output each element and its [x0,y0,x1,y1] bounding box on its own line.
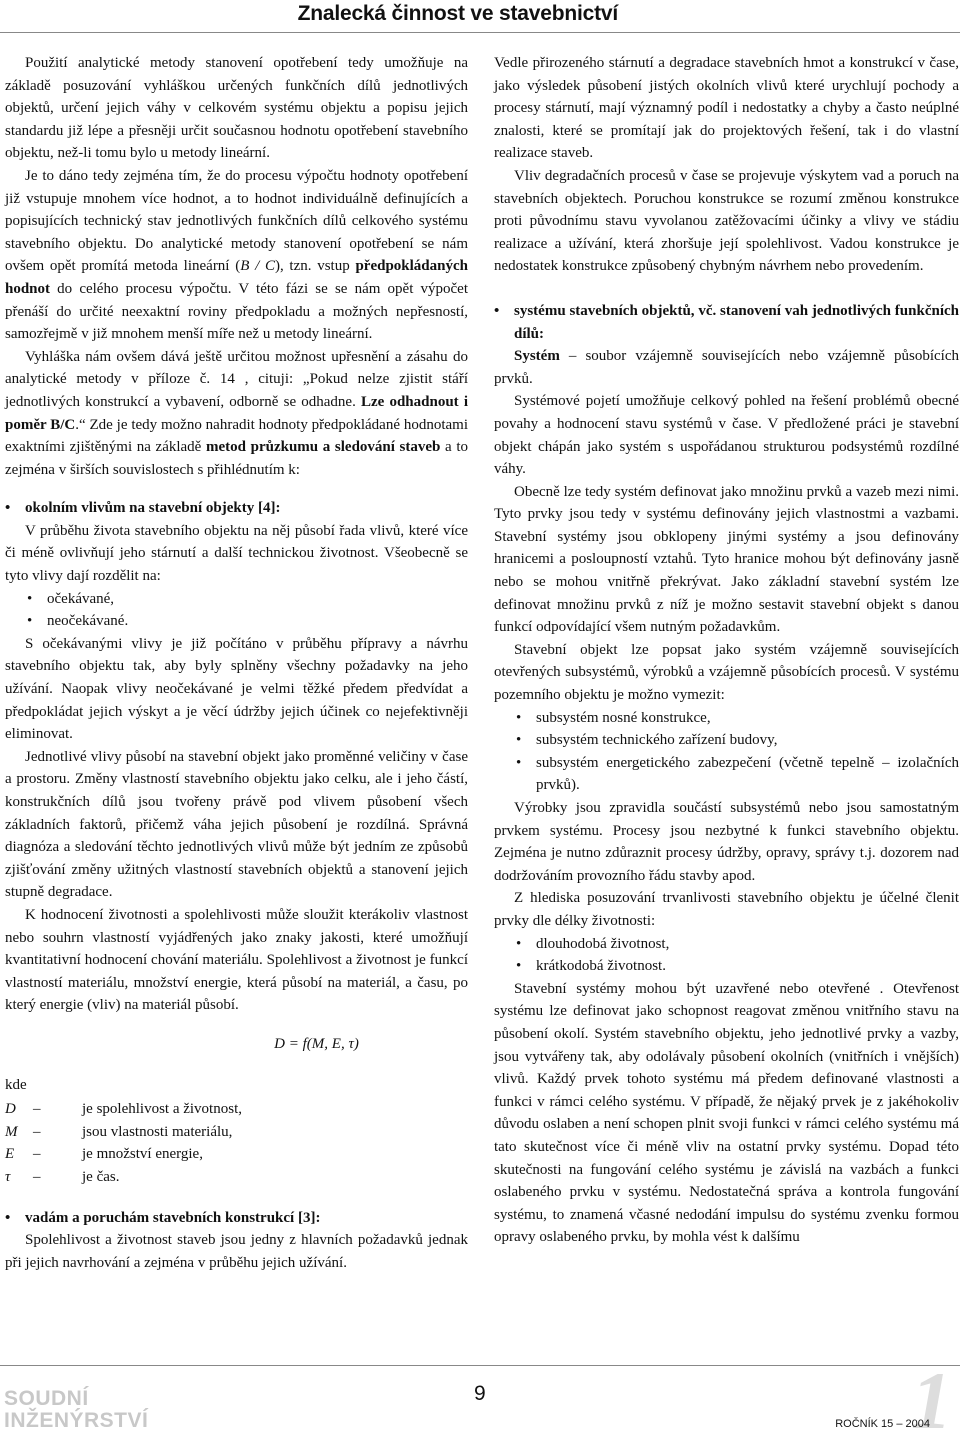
right-column [494,52,959,1249]
right-paragraph-7: Výrobky jsou zpravidla součástí subsystémů nebo jsou samostatným prvkem systému. Procesy jsou nezbytné k funkci stavebního objektu. Zejména je nutno zdůraznit procesy údržby, opravy, správy t.j. dozorem nad dodržováním provozního řádu stavby apod. [494,800,959,884]
where-label: kde [5,1076,27,1093]
subsystems-list [494,707,959,797]
definitions-list [5,1098,468,1188]
definition-row: E – je množství energie, [5,1146,203,1163]
left-paragraph-2: Je to dáno tedy zejména tím, že do procesu výpočtu hodnoty opotřebení již vstupuje mnohem více hodnot, a to hodnot individuálně definujících a popisujících technický stav jednotlivých funkčních dílů celkového systému stavebního objektu. Do analytické metody stanovení opotřebení se nám ovšem opět promítá metoda lineární (B / C), tzn. vstup předpokládaných hodnot do celého procesu výpočtu. V této fázi se se nám opět výpočet přenáší do určité neexaktní roviny předpokladu a možných nepřesností, samozřejmě v již mnohem menší míře než u metody lineární. [5,167,468,343]
definition-row: M – jsou vlastnosti materiálu, [5,1123,233,1140]
left-paragraph-6: Jednotlivé vlivy působí na stavební objekt jako proměnné veličiny v čase a prostoru. Změny vlastností stavebního objektu jako celku, ale i jeho částí, konstrukčních dílů jsou tvořeny právě pod vlivem působení všech základních faktorů, přičemž váha jejich působení je rozdílná. Správná diagnóza a sledování těchto jednotlivých vlivů může být jedním ze způsobů zjišťování změny užitných vlastností stavebních objektů a stanovení jejich stupně degradace. [5,748,468,901]
left-column [5,52,468,1274]
right-paragraph-2: Vliv degradačních procesů v čase se projevuje výskytem vad a poruch na stavebních objektech. Poruchou konstrukce se rozumí změnou konstrukce proti původnímu stavu vyvolanou zatěžovacími účinky a vlivy ve stádiu realizace a užívání, která zhoršuje její spolehlivost. Vadou konstrukce je nedostatek konstrukce způsobený chybným návrhem nebo provedením. [494,167,959,275]
right-paragraph-5: Obecně lze tedy systém definovat jako množinu prvků a vazeb mezi nimi. Tyto prvky jsou tedy v systému definovány jejich vlastnostmi a vazbami. Stavební systémy jsou obklopeny jinými systémy a jsou definovány hranicemi a posloupností vztahů. Tyto hranice mohou být definovány jasně nebo se mohou vnitřně překrývat. Jako základní stavební systém lze definovat množinu prvků z níž je možno sestavit stavební objekt s danou funkcí odpovídající všem nutným požadavkům. [494,483,959,636]
list-item: • neočekávané. [5,610,468,633]
right-paragraph-4: Systémové pojetí umožňuje celkový pohled na řešení problémů obecné povahy a hodnocení stavu systémů v čase. V předložené práci je stavební objekt chápán jako systém s uspořádanou strukturou podsystémů rozdílné váhy. [494,393,959,478]
right-paragraph-8: Z hlediska posuzování trvanlivosti stavebního objektu je účelné členit prvky dle délky životnosti: [494,890,959,929]
header-title: Znalecká činnost ve stavebnictví [297,2,618,25]
left-paragraph-4: V průběhu života stavebního objektu na něj působí řada vlivů, které více či méně ovlivňují jeho stárnutí a další technickou životnost. Všeobecně se tyto vlivy dají rozdělit na: [5,522,468,585]
influences-list [5,588,468,633]
right-paragraph-3: Systém – soubor vzájemně souvisejících nebo vzájemně působících prvků. [494,348,959,387]
left-paragraph-1: Použití analytické metody stanovení opotřebení tedy umožňuje na základě posuzování vyhláškou určených funkčních dílů jednotlivých objektů, určení jejich váhy v celkovém systému objektu a popisu jejich standardu již lépe a přesněji určit současnou hodnotu opotřebení stavebního objektu, než-li tomu bylo u metody lineární. [5,55,468,162]
page-number: 9 [474,1382,486,1405]
definition-row: D – je spolehlivost a životnost, [5,1101,242,1118]
left-paragraph-3: Vyhláška nám ovšem dává ještě určitou možnost upřesnění a zásahu do analytické metody v příloze č. 14 , cituji: „Pokud nelze zjistit stáří jednotlivých konstrukcí a vybavení, odborně se odhadne. Lze odhadnout i poměr B/C.“ Zde je tedy možno nahradit hodnoty předpokládané hodnotami exaktními zjištěnými na základě metod průzkumu a sledování staveb a to zejména v širších souvislostech s přihlédnutím k: [5,348,469,478]
formula: D = f(M, E, τ) [274,1035,359,1052]
journal-logo [4,1388,148,1432]
list-item: • očekávané, [5,588,468,611]
logo-line-2: INŽENÝRSTVÍ [4,1409,149,1432]
volume-year-label: ROČNÍK 15 – 2004 [835,1418,930,1430]
list-item: • subsystém technického zařízení budovy, [494,729,959,752]
lifetimes-list [494,933,959,978]
definition-row: τ – je čas. [5,1168,120,1185]
list-item: • krátkodobá životnost. [494,955,959,978]
bullet-heading-influences: • okolním vlivům na stavební objekty [4]: [5,497,468,520]
list-item: • dlouhodobá životnost, [494,933,959,956]
list-item: • subsystém nosné konstrukce, [494,707,959,730]
bullet-heading-defects: • vadám a poruchám stavebních konstrukcí [3]: [5,1207,468,1230]
right-paragraph-6: Stavební objekt lze popsat jako systém vzájemně souvisejících otevřených subsystémů, výrobků a vzájemně působících procesů. V systému pozemního objektu je možno vymezit: [494,641,959,704]
list-item: • subsystém energetického zabezpečení (včetně tepelně – izolačních prvků). [494,752,959,797]
left-paragraph-5: S očekávanými vlivy je již počítáno v průběhu přípravy a návrhu stavebního objektu tak, aby byly splněny všechny požadavky na jeho užívání. Naopak vlivy neočekávané je velmi těžké předem předvídat a předpokládat jejich výskyt a je věcí údržby jejich účinek co nejefektivněji eliminovat. [5,635,468,743]
left-paragraph-8: Spolehlivost a životnost staveb jsou jedny z hlavních požadavků jednak při jejich navrhování a zejména v průběhu jejich užívání. [5,1232,468,1271]
bullet-heading-system: • systému stavebních objektů, vč. stanovení vah jednotlivých funkčních dílů: [494,300,959,345]
right-paragraph-9: Stavební systémy mohou být uzavřené nebo otevřené . Otevřenost systému lze definovat jako schopnost reagovat změnou vnitřního stavu na působení okolí. Systém stavebního objektu, jeho jednotlivé prvky a vazby, jsou vytvářeny tak, aby odolávaly působení okolních (vnitřních i vnějších) vlivů. Každý prvek tohoto systému má předem definované vlastnosti a funkci v rámci celého systému. V případě, že nějaký prvek je z jakéhokoliv důvodu oslaben a není schopen plnit svoji funkci v rámci celého systému má tato skutečnost více či méně vliv na ostatní prvky systému. Dopad této skutečnosti na fungování celého systému je závislá na vazbách a funkci oslabeného prvku v systému. Nedostatečná správa a kontrola fungování systému, to znamená včasné nedodání impulsu do systému zvenku formou opravy oslabeného prvku, by mohla vést k dalšímu [494,980,959,1246]
logo-line-1: SOUDNÍ [4,1387,89,1410]
footer-divider [0,1365,960,1366]
issue-number-graphic: 1 [911,1355,952,1446]
page-header [0,0,960,33]
left-paragraph-7: K hodnocení životnosti a spolehlivosti může sloužit kterákoliv vlastnost nebo souhrn vlastností vyjádřených jako znaky jakosti, které umožňují kvantitativní hodnocení chování materiálu. Spolehlivost a životnost je funkcí vlastností materiálu, množství energie, která působí na materiál, a času, po který energie (vliv) na materiál působí. [5,906,468,1014]
right-paragraph-1: Vedle přirozeného stárnutí a degradace stavebních hmot a konstrukcí v čase, jako výsledek působení jistých okolních vlivů které urychlují pochody a procesy stárnutí, mají významný podíl i nedostatky a chyby a často neúplné znalosti, které se promítají jak do projektových řešení, tak i do vlastní realizace staveb. [494,55,959,162]
